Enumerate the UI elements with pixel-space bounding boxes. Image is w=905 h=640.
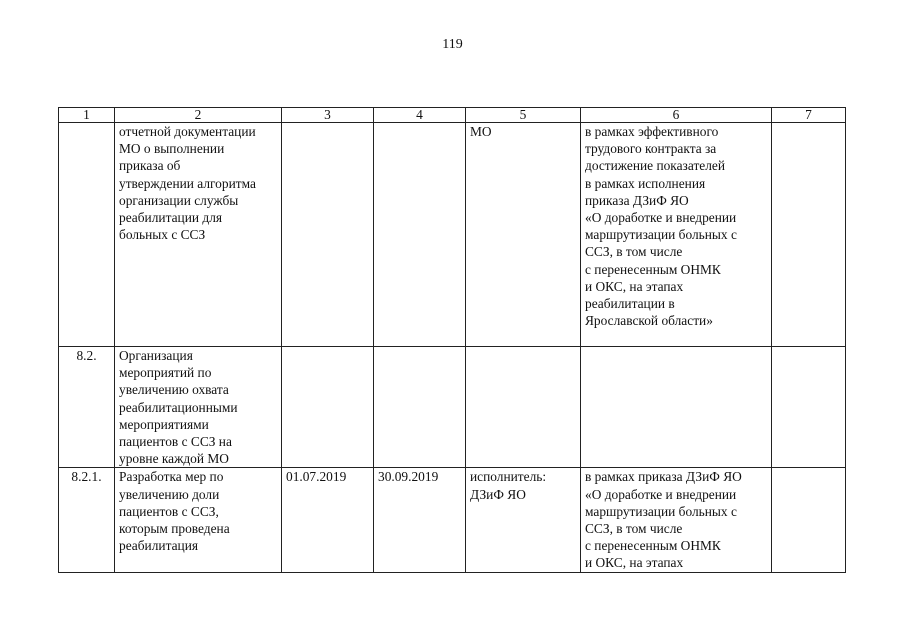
cell-line: больных с ССЗ bbox=[119, 227, 206, 243]
start-date-cell bbox=[282, 347, 374, 468]
cell-line: и ОКС, на этапах bbox=[585, 555, 684, 571]
column-header: 2 bbox=[115, 108, 282, 123]
cell-line: «О доработке и внедрении bbox=[585, 210, 737, 226]
cell-line: МО bbox=[470, 124, 492, 139]
header-row bbox=[59, 108, 846, 123]
note-cell bbox=[581, 123, 772, 347]
extra-cell bbox=[772, 123, 846, 347]
end-date-cell bbox=[374, 347, 466, 468]
item-number: 8.2.1. bbox=[59, 468, 115, 573]
cell-line: МО о выполнении bbox=[119, 141, 225, 157]
cell-line: трудового контракта за bbox=[585, 141, 717, 157]
column-header: 7 bbox=[772, 108, 846, 123]
extra-cell bbox=[772, 347, 846, 468]
cell-line: с перенесенным ОНМК bbox=[585, 538, 721, 554]
cell-line: уровне каждой МО bbox=[119, 451, 229, 467]
start-date-cell bbox=[282, 123, 374, 347]
plan-table bbox=[58, 107, 846, 573]
cell-line: реабилитационными bbox=[119, 399, 238, 415]
cell-line: увеличению доли bbox=[119, 486, 220, 502]
cell-line: в рамках приказа ДЗиФ ЯО bbox=[585, 469, 742, 485]
page-number: 119 bbox=[442, 37, 463, 52]
cell-line: реабилитация bbox=[119, 538, 199, 554]
cell-line: реабилитации в bbox=[585, 296, 675, 312]
extra-cell bbox=[772, 468, 846, 573]
table-row bbox=[59, 347, 846, 468]
activity-cell bbox=[115, 347, 282, 468]
cell-line: которым проведена bbox=[119, 521, 230, 537]
table-row bbox=[59, 468, 846, 573]
cell-line: с перенесенным ОНМК bbox=[585, 261, 721, 277]
responsible-cell bbox=[466, 123, 581, 347]
cell-line: пациентов с ССЗ, bbox=[119, 503, 219, 519]
responsible-cell bbox=[466, 347, 581, 468]
cell-line: приказа ДЗиФ ЯО bbox=[585, 192, 689, 208]
cell-line: Разработка мер по bbox=[119, 469, 224, 485]
column-header: 3 bbox=[282, 108, 374, 123]
activity-cell bbox=[115, 468, 282, 573]
cell-line: ССЗ, в том числе bbox=[585, 244, 683, 260]
column-header: 4 bbox=[374, 108, 466, 123]
cell-line: пациентов с ССЗ на bbox=[119, 434, 232, 450]
cell-line: и ОКС, на этапах bbox=[585, 278, 684, 294]
start-date-cell: 01.07.2019 bbox=[282, 468, 374, 573]
cell-line: маршрутизации больных с bbox=[585, 503, 737, 519]
cell-line: ССЗ, в том числе bbox=[585, 521, 683, 537]
column-header: 6 bbox=[581, 108, 772, 123]
cell-line: маршрутизации больных с bbox=[585, 227, 737, 243]
column-header: 5 bbox=[466, 108, 581, 123]
item-number bbox=[59, 123, 115, 347]
cell-line: достижение показателей bbox=[585, 158, 726, 174]
cell-line: организации службы bbox=[119, 192, 239, 208]
end-date-cell: 30.09.2019 bbox=[374, 468, 466, 573]
cell-line: исполнитель: bbox=[470, 469, 547, 485]
cell-line: мероприятиями bbox=[119, 416, 209, 432]
cell-line: в рамках исполнения bbox=[585, 175, 706, 191]
note-cell bbox=[581, 347, 772, 468]
cell-line: мероприятий по bbox=[119, 365, 212, 381]
cell-line: в рамках эффективного bbox=[585, 124, 719, 139]
note-cell bbox=[581, 468, 772, 573]
table-row bbox=[59, 123, 846, 347]
cell-line: отчетной документации bbox=[119, 124, 256, 139]
column-header: 1 bbox=[59, 108, 115, 123]
cell-line: реабилитации для bbox=[119, 210, 223, 226]
responsible-cell bbox=[466, 468, 581, 573]
item-number: 8.2. bbox=[59, 347, 115, 468]
cell-line: Организация bbox=[119, 348, 193, 363]
cell-line: приказа об bbox=[119, 158, 181, 174]
cell-line: Ярославской области» bbox=[585, 313, 713, 329]
cell-line: увеличению охвата bbox=[119, 382, 229, 398]
activity-cell bbox=[115, 123, 282, 347]
cell-line: утверждении алгоритма bbox=[119, 175, 256, 191]
cell-line: «О доработке и внедрении bbox=[585, 486, 737, 502]
cell-line: ДЗиФ ЯО bbox=[470, 486, 526, 502]
end-date-cell bbox=[374, 123, 466, 347]
